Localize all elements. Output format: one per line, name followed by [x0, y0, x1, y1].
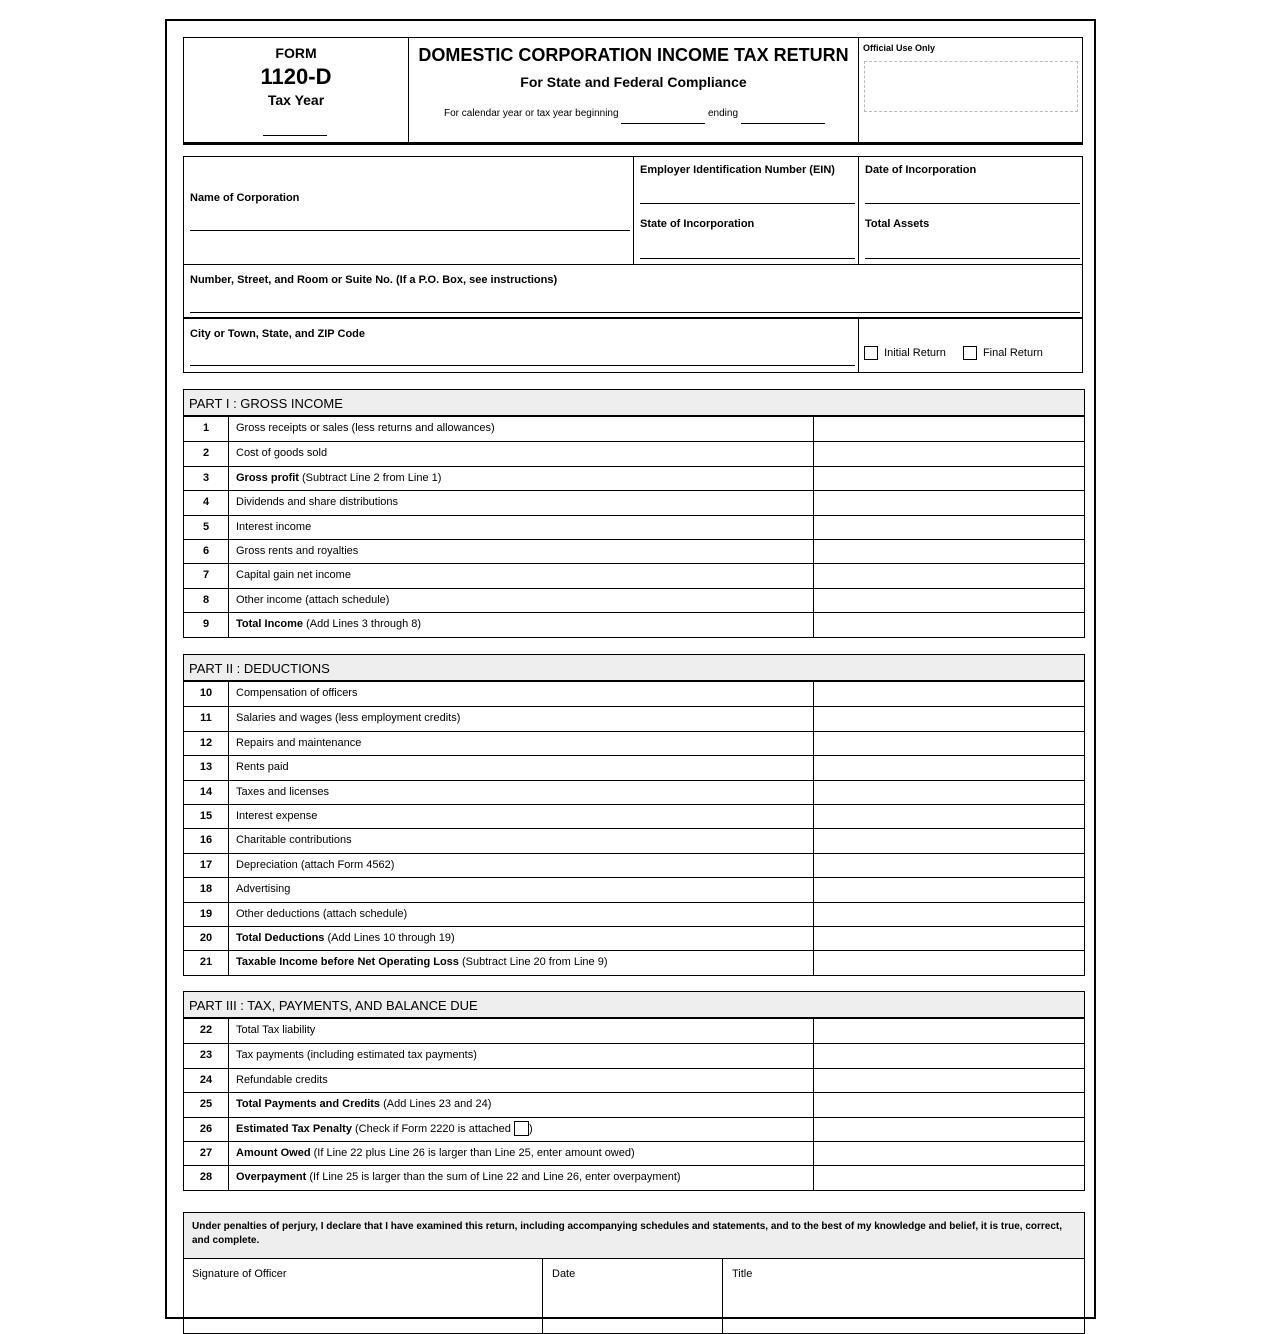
line-description-text: (Subtract Line 2 from Line 1): [298, 471, 442, 484]
line-description-text: (Check if Form 2220 is attached: [351, 1122, 514, 1135]
part-2-deductions: [183, 654, 1085, 976]
line-description: [229, 613, 814, 636]
line-description-text: (Add Lines 3 through 8): [303, 618, 422, 631]
line-number: 17: [184, 854, 229, 877]
line-15-row: [184, 804, 1084, 828]
line-description: [229, 467, 814, 490]
line-26-row: [184, 1117, 1084, 1141]
date-divider: [722, 1259, 723, 1333]
line-description-text: Compensation of officers: [236, 687, 358, 699]
line-14-amount-field[interactable]: [814, 781, 1084, 804]
street-field[interactable]: [190, 312, 1080, 313]
line-23-amount-field[interactable]: [814, 1044, 1084, 1067]
declaration-block: [183, 1212, 1085, 1334]
ein-field[interactable]: [640, 203, 855, 204]
line-description: [229, 878, 814, 901]
line-description-bold: Taxable Income before Net Operating Loss: [236, 956, 459, 969]
ein-label: Employer Identification Number (EIN): [640, 164, 835, 176]
line-11-amount-field[interactable]: [814, 707, 1084, 730]
line-25-row: [184, 1092, 1084, 1116]
date-incorporation-label: Date of Incorporation: [865, 164, 977, 176]
line-description-text: Advertising: [236, 883, 291, 896]
line-number: 24: [184, 1069, 229, 1092]
form-2220-checkbox[interactable]: [514, 1121, 529, 1136]
line-number: 15: [184, 805, 229, 828]
line-description: [229, 732, 814, 755]
date-incorporation-field[interactable]: [865, 203, 1080, 204]
form-header: [183, 37, 1083, 145]
line-number: 21: [184, 951, 229, 974]
part-1-title: PART I : GROSS INCOME: [184, 390, 1084, 417]
line-description-text: (If Line 22 plus Line 26 is larger than Line 25, enter amount owed): [310, 1146, 635, 1159]
line-number: 11: [184, 707, 229, 730]
street-label: Number, Street, and Room or Suite No. (If a P.O. Box, see instructions): [190, 274, 558, 286]
form-id-block: [184, 38, 408, 143]
line-description-text: Capital gain net income: [236, 569, 351, 582]
line-description: [229, 516, 814, 539]
line-6-row: [184, 539, 1084, 563]
line-1-amount-field[interactable]: [814, 417, 1084, 441]
line-description: [229, 781, 814, 804]
state-incorporation-field[interactable]: [640, 258, 855, 259]
initial-return-checkbox[interactable]: [864, 346, 878, 360]
line-description-bold: Overpayment: [236, 1171, 307, 1184]
line-description-text: Interest income: [236, 520, 312, 533]
line-description-text: Gross rents and royalties: [236, 544, 359, 557]
line-description-text: (Add Lines 23 and 24): [380, 1098, 492, 1111]
line-description: [229, 854, 814, 877]
line-number: 2: [184, 442, 229, 465]
line-description: [229, 805, 814, 828]
line-description-text: Cost of goods sold: [236, 447, 328, 460]
total-assets-field[interactable]: [865, 258, 1080, 259]
line-11-row: [184, 706, 1084, 730]
line-number: 28: [184, 1166, 229, 1189]
city-field[interactable]: [190, 365, 855, 366]
line-3-row: [184, 466, 1084, 490]
tax-year-label: Tax Year: [267, 92, 325, 108]
line-description-text: Rents paid: [236, 761, 289, 774]
line-20-row: [184, 926, 1084, 950]
line-number: 22: [184, 1019, 229, 1043]
line-13-amount-field[interactable]: [814, 756, 1084, 779]
line-description: [229, 951, 814, 974]
line-description-text: Gross receipts or sales (less returns and allowances): [236, 422, 495, 434]
line-description-text: Total Tax liability: [236, 1024, 316, 1036]
info-divider-1: [633, 157, 634, 264]
line-description: [229, 927, 814, 950]
line-24-amount-field[interactable]: [814, 1069, 1084, 1092]
line-number: 19: [184, 903, 229, 926]
line-description: [229, 491, 814, 514]
line-description-text: Other income (attach schedule): [236, 593, 390, 606]
header-divider-right: [858, 38, 859, 142]
line-25-amount-field[interactable]: [814, 1093, 1084, 1116]
line-number: 1: [184, 417, 229, 441]
part-3-tax-payments: [183, 991, 1085, 1191]
line-number: 13: [184, 756, 229, 779]
tax-form-page: [165, 19, 1096, 1319]
period-begin-field[interactable]: [621, 123, 705, 124]
name-label: Name of Corporation: [190, 192, 300, 204]
line-description-text: (Add Lines 10 through 19): [324, 931, 455, 944]
line-number: 4: [184, 491, 229, 514]
form-label: FORM: [275, 45, 317, 61]
info-divider-2: [858, 157, 859, 264]
line-number: 14: [184, 781, 229, 804]
line-7-amount-field[interactable]: [814, 564, 1084, 587]
street-block: [183, 264, 1083, 318]
line-description-text: (Subtract Line 20 from Line 9): [458, 956, 608, 969]
line-description: [229, 1044, 814, 1067]
line-description: [229, 1019, 814, 1043]
line-description-bold: Gross profit: [236, 471, 299, 484]
line-description-bold: Total Payments and Credits: [236, 1098, 381, 1111]
line-4-row: [184, 490, 1084, 514]
line-6-amount-field[interactable]: [814, 540, 1084, 563]
line-description-bold: Amount Owed: [236, 1146, 311, 1159]
city-block: [183, 318, 1083, 373]
line-description-text: Salaries and wages (less employment credits): [236, 712, 461, 725]
state-incorporation-label: State of Incorporation: [640, 218, 755, 230]
line-number: 27: [184, 1142, 229, 1165]
line-description: [229, 707, 814, 730]
part-3-title: PART III : TAX, PAYMENTS, AND BALANCE DUE: [184, 992, 1084, 1019]
line-14-row: [184, 780, 1084, 804]
line-number: 18: [184, 878, 229, 901]
line-12-amount-field[interactable]: [814, 732, 1084, 755]
line-description: [229, 1166, 814, 1189]
city-divider: [858, 319, 859, 372]
line-description-bold: Total Income: [236, 618, 304, 631]
line-5-row: [184, 515, 1084, 539]
line-3-amount-field[interactable]: [814, 467, 1084, 490]
form-number: 1120-D: [260, 64, 332, 89]
signature-divider: [542, 1259, 543, 1333]
line-number: 25: [184, 1093, 229, 1116]
line-28-row: [184, 1165, 1084, 1189]
line-22-amount-field[interactable]: [814, 1019, 1084, 1043]
line-number: 20: [184, 927, 229, 950]
period-ending-label: ending: [708, 108, 739, 119]
line-description: [229, 1093, 814, 1116]
line-7-row: [184, 563, 1084, 587]
date-label: Date: [552, 1268, 576, 1280]
line-number: 6: [184, 540, 229, 563]
line-16-amount-field[interactable]: [814, 829, 1084, 852]
line-24-row: [184, 1068, 1084, 1092]
line-description-text: Other deductions (attach schedule): [236, 907, 408, 920]
line-13-row: [184, 755, 1084, 779]
line-description-after: ): [528, 1122, 533, 1135]
line-number: 7: [184, 564, 229, 587]
line-number: 8: [184, 589, 229, 612]
line-description-bold: Estimated Tax Penalty: [236, 1122, 352, 1135]
line-20-amount-field[interactable]: [814, 927, 1084, 950]
line-9-row: [184, 612, 1084, 636]
line-description-text: Depreciation (attach Form 4562): [236, 858, 395, 871]
initial-return-label: Initial Return: [884, 346, 946, 359]
line-description: [229, 829, 814, 852]
line-description: [229, 682, 814, 706]
line-description: [229, 1118, 814, 1141]
line-number: 3: [184, 467, 229, 490]
line-description-text: (If Line 25 is larger than the sum of Line 22 and Line 26, enter overpayment): [306, 1171, 681, 1184]
line-description: [229, 442, 814, 465]
line-description: [229, 1069, 814, 1092]
line-description: [229, 540, 814, 563]
line-description: [229, 589, 814, 612]
line-description-text: Charitable contributions: [236, 834, 352, 847]
line-27-amount-field[interactable]: [814, 1142, 1084, 1165]
line-number: 16: [184, 829, 229, 852]
line-23-row: [184, 1043, 1084, 1067]
line-22-row: [184, 1019, 1084, 1043]
line-description: [229, 417, 814, 441]
line-description: [229, 903, 814, 926]
part-1-gross-income: [183, 389, 1085, 638]
line-18-amount-field[interactable]: [814, 878, 1084, 901]
line-number: 26: [184, 1118, 229, 1141]
perjury-statement: Under penalties of perjury, I declare that I have examined this return, including accompanying schedules and statements, and to the best of my knowledge and belief, it is true, correct, and complete.: [184, 1213, 1084, 1259]
line-number: 10: [184, 682, 229, 706]
line-number: 12: [184, 732, 229, 755]
line-description: [229, 564, 814, 587]
line-description-text: Refundable credits: [236, 1073, 328, 1086]
period-end-field[interactable]: [741, 123, 825, 124]
period-prefix: For calendar year or tax year beginning: [444, 108, 619, 119]
line-number: 9: [184, 613, 229, 636]
final-return-label: Final Return: [982, 346, 1043, 359]
line-21-row: [184, 950, 1084, 974]
form-subtitle: For State and Federal Compliance: [520, 74, 747, 90]
tax-year-field[interactable]: [263, 135, 327, 136]
total-assets-label: Total Assets: [865, 218, 930, 230]
line-4-amount-field[interactable]: [814, 491, 1084, 514]
line-5-amount-field[interactable]: [814, 516, 1084, 539]
line-description-text: Interest expense: [236, 809, 318, 822]
line-15-amount-field[interactable]: [814, 805, 1084, 828]
line-17-amount-field[interactable]: [814, 854, 1084, 877]
part-2-title: PART II : DEDUCTIONS: [184, 655, 1084, 682]
official-use-label: Official Use Only: [863, 43, 936, 53]
line-1-row: [184, 417, 1084, 441]
line-8-amount-field[interactable]: [814, 589, 1084, 612]
line-2-row: [184, 441, 1084, 465]
line-9-amount-field[interactable]: [814, 613, 1084, 636]
line-description: [229, 1142, 814, 1165]
line-12-row: [184, 731, 1084, 755]
form-title-block: [409, 38, 858, 143]
official-use-box: [864, 61, 1078, 112]
line-21-amount-field[interactable]: [814, 951, 1084, 974]
line-description-bold: Total Deductions: [236, 931, 325, 944]
line-description-text: Taxes and licenses: [236, 785, 329, 798]
line-18-row: [184, 877, 1084, 901]
line-description: [229, 756, 814, 779]
return-type-options: [864, 346, 1043, 360]
corporation-info-block: [183, 156, 1083, 265]
line-8-row: [184, 588, 1084, 612]
line-28-amount-field[interactable]: [814, 1166, 1084, 1189]
line-16-row: [184, 828, 1084, 852]
city-label: City or Town, State, and ZIP Code: [190, 328, 365, 340]
line-description-text: Repairs and maintenance: [236, 736, 362, 749]
line-10-row: [184, 682, 1084, 706]
line-number: 23: [184, 1044, 229, 1067]
form-title: DOMESTIC CORPORATION INCOME TAX RETURN: [418, 45, 849, 65]
line-description-text: Dividends and share distributions: [236, 496, 399, 509]
line-19-row: [184, 902, 1084, 926]
line-2-amount-field[interactable]: [814, 442, 1084, 465]
line-description-text: Tax payments (including estimated tax payments): [236, 1049, 477, 1062]
line-26-amount-field[interactable]: [814, 1118, 1084, 1141]
signature-label: Signature of Officer: [192, 1268, 287, 1280]
line-10-amount-field[interactable]: [814, 682, 1084, 706]
corporation-name-field[interactable]: [190, 230, 630, 231]
line-27-row: [184, 1141, 1084, 1165]
final-return-checkbox[interactable]: [963, 346, 977, 360]
line-number: 5: [184, 516, 229, 539]
line-19-amount-field[interactable]: [814, 903, 1084, 926]
title-label: Title: [732, 1268, 753, 1280]
line-17-row: [184, 853, 1084, 877]
